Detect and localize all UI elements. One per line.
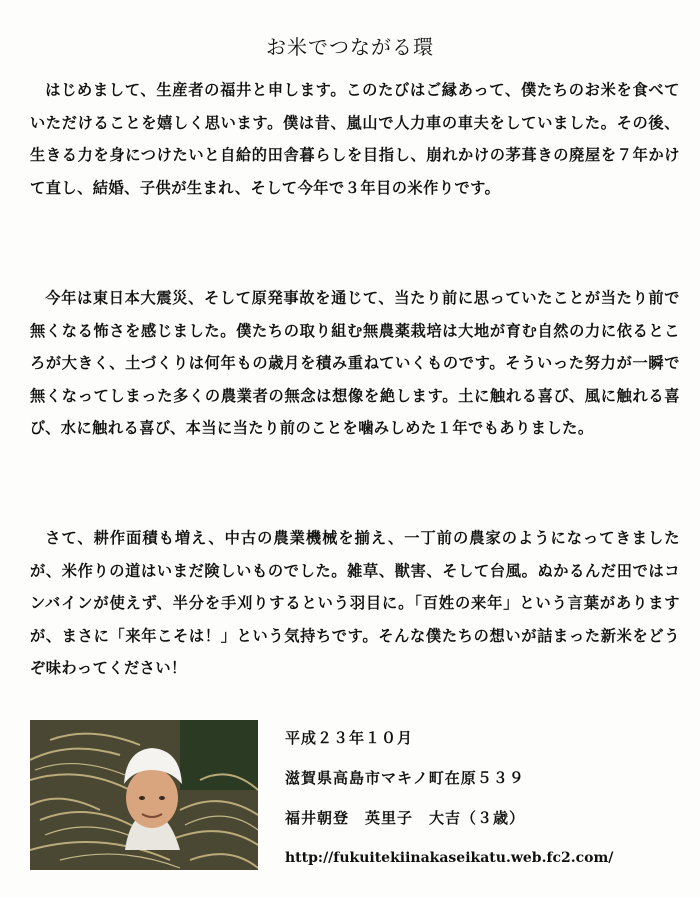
website-link[interactable]: http://fukuitekiinakaseikatu.web.fc2.com/	[285, 850, 614, 866]
farmer-photo	[30, 720, 258, 870]
signature-address: 滋賀県高島市マキノ町在原５３９	[285, 769, 525, 787]
paragraph-intro: はじめまして、生産者の福井と申します。このたびはご縁あって、僕たちのお米を食べていただけることを嬉しく思います。僕は昔、嵐山で人力車の車夫をしていました。その後、生きる力を身につけたいと自給的田舎暮らしを目指し、崩れかけの茅葺きの廃屋を７年かけて直し、結婚、子供が生まれ、そして今年で３年目の米作りです。	[30, 81, 680, 197]
paragraph-harvest: さて、耕作面積も増え、中古の農業機械を揃え、一丁前の農家のようになってきましたが、米作りの道はいまだ険しいものでした。雑草、獣害、そして台風。ぬかるんだ田ではコンバインが使えず、半分を手刈りするという羽目に。「百姓の来年」という言葉がありますが、まさに「来年こそは！」という気持ちです。そんな僕たちの想いが詰まった新米をどうぞ味わってください！	[30, 529, 680, 678]
signature-date: 平成２３年１０月	[285, 729, 414, 747]
letter-title: お米でつながる環	[266, 35, 434, 60]
signature-names: 福井朝登 英里子 大吉（３歳）	[285, 809, 526, 827]
paragraph-earthquake: 今年は東日本大震災、そして原発事故を通じて、当たり前に思っていたことが当たり前で無くなる怖さを感じました。僕たちの取り組む無農薬栽培は大地が育む自然の力に依るところが大きく、土づくりは何年もの歳月を積み重ねていくものです。そういった努力が一瞬で無くなってしまった多くの農業者の無念は想像を絶します。土に触れる喜び、風に触れる喜び、水に触れる喜び、本当に当たり前のことを噛みしめた１年でもありました。	[30, 289, 680, 438]
